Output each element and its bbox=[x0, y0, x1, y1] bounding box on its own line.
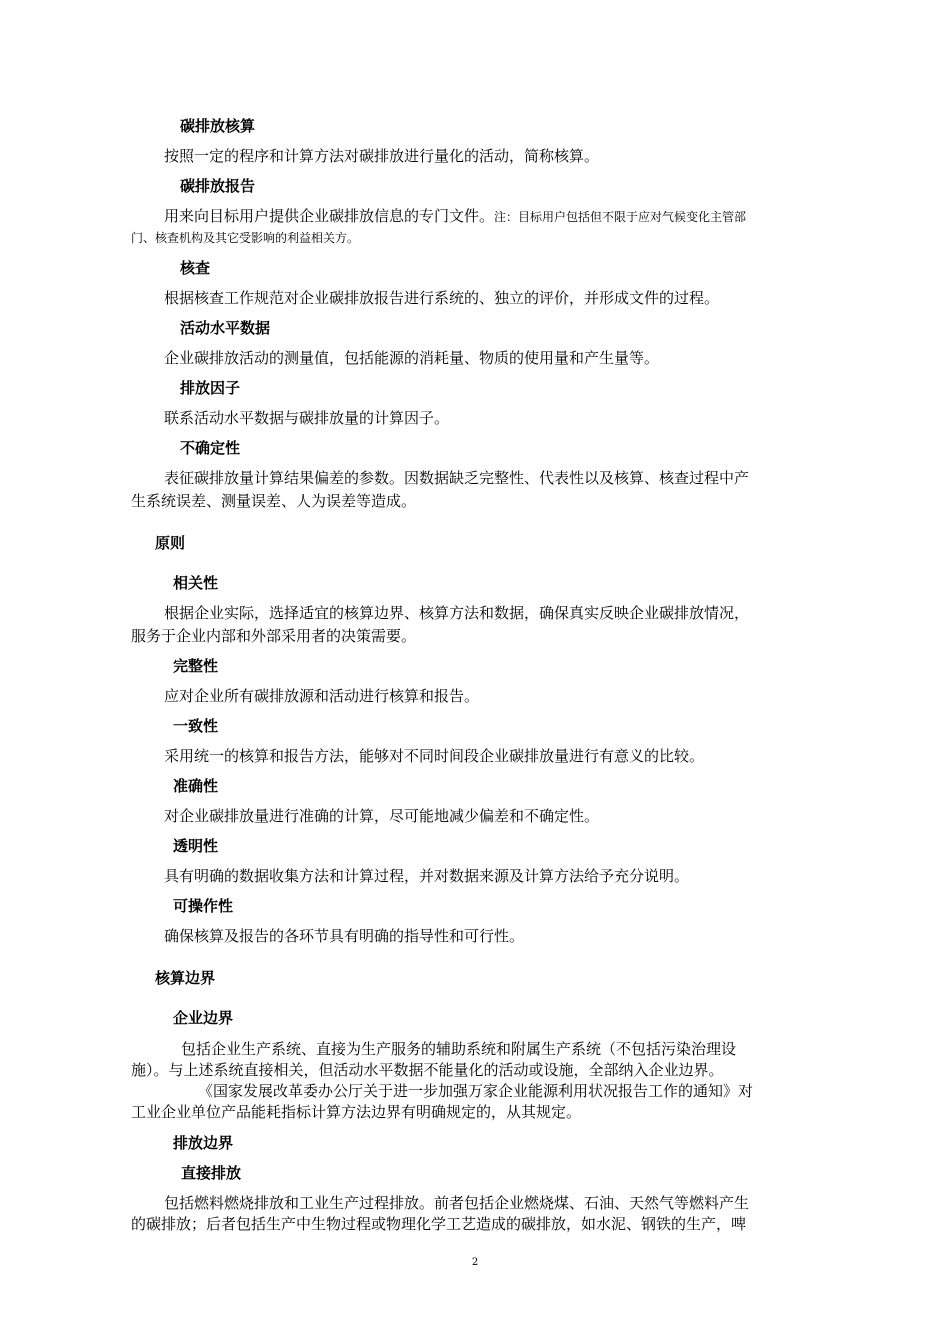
definition-text: 根据核查工作规范对企业碳排放报告进行系统的、独立的评价，并形成文件的过程。 bbox=[164, 289, 720, 307]
term-transparency: 透明性 bbox=[173, 837, 219, 855]
term-carbon-report: 碳排放报告 bbox=[180, 177, 256, 195]
definition-text: 联系活动水平数据与碳排放量的计算因子。 bbox=[164, 409, 450, 427]
page-number: 2 bbox=[471, 1257, 479, 1268]
term-consistency: 一致性 bbox=[173, 717, 219, 735]
boundary-text: 《国家发展改革委办公厅关于进一步加强万家企业能源利用状况报告工作的通知》对 bbox=[198, 1082, 754, 1100]
term-accuracy: 准确性 bbox=[173, 777, 219, 795]
term-activity-data: 活动水平数据 bbox=[180, 319, 271, 337]
boundary-text: 施）。与上述系统直接相关，但活动水平数据不能量化的活动或设施，全部纳入企业边界。 bbox=[131, 1061, 724, 1079]
term-enterprise-boundary: 企业边界 bbox=[173, 1009, 234, 1027]
boundary-text: 包括企业生产系统、直接为生产服务的辅助系统和附属生产系统（不包括污染治理设 bbox=[181, 1040, 737, 1058]
principle-text: 根据企业实际，选择适宜的核算边界、核算方法和数据，确保真实反映企业碳排放情况， bbox=[164, 604, 750, 622]
term-emission-boundary: 排放边界 bbox=[173, 1134, 234, 1152]
principle-text: 对企业碳排放量进行准确的计算，尽可能地减少偏差和不确定性。 bbox=[164, 807, 600, 825]
term-verification: 核查 bbox=[180, 259, 211, 277]
principle-text: 服务于企业内部和外部采用者的决策需要。 bbox=[131, 627, 417, 645]
section-heading-principles: 原则 bbox=[155, 534, 186, 552]
boundary-text: 包括燃料燃烧排放和工业生产过程排放。前者包括企业燃烧煤、石油、天然气等燃料产生 bbox=[164, 1194, 750, 1212]
definition-text: 企业碳排放活动的测量值，包括能源的消耗量、物质的使用量和产生量等。 bbox=[164, 349, 660, 367]
definition-text bbox=[164, 206, 746, 227]
definition-text: 按照一定的程序和计算方法对碳排放进行量化的活动，简称核算。 bbox=[164, 147, 600, 165]
principle-text: 采用统一的核算和报告方法，能够对不同时间段企业碳排放量进行有意义的比较。 bbox=[164, 747, 705, 765]
definition-text: 表征碳排放量计算结果偏差的参数。因数据缺乏完整性、代表性以及核算、核查过程中产 bbox=[164, 469, 750, 487]
term-completeness: 完整性 bbox=[173, 657, 219, 675]
boundary-text: 的碳排放；后者包括生产中生物过程或物理化学工艺造成的碳排放，如水泥、钢铁的生产，啤 bbox=[131, 1215, 747, 1233]
term-uncertainty: 不确定性 bbox=[180, 439, 241, 457]
definition-text: 生系统误差、测量误差、人为误差等造成。 bbox=[131, 492, 417, 510]
term-carbon-accounting: 碳排放核算 bbox=[180, 117, 256, 135]
term-emission-factor: 排放因子 bbox=[180, 379, 241, 397]
principle-text: 应对企业所有碳排放源和活动进行核算和报告。 bbox=[164, 687, 480, 705]
term-relevance: 相关性 bbox=[173, 574, 219, 592]
principle-text: 具有明确的数据收集方法和计算过程，并对数据来源及计算方法给予充分说明。 bbox=[164, 867, 690, 885]
definition-note: 注：目标用户包括但不限于应对气候变化主管部 bbox=[494, 210, 747, 224]
section-heading-boundary: 核算边界 bbox=[155, 969, 216, 987]
term-operability: 可操作性 bbox=[173, 897, 234, 915]
principle-text: 确保核算及报告的各环节具有明确的指导性和可行性。 bbox=[164, 927, 525, 945]
definition-note-cont: 门、核查机构及其它受影响的利益相关方。 bbox=[131, 231, 360, 245]
term-direct-emission: 直接排放 bbox=[181, 1164, 242, 1182]
definition-main: 用来向目标用户提供企业碳排放信息的专门文件。 bbox=[164, 207, 495, 225]
boundary-text: 工业企业单位产品能耗指标计算方法边界有明确规定的，从其规定。 bbox=[131, 1103, 582, 1121]
